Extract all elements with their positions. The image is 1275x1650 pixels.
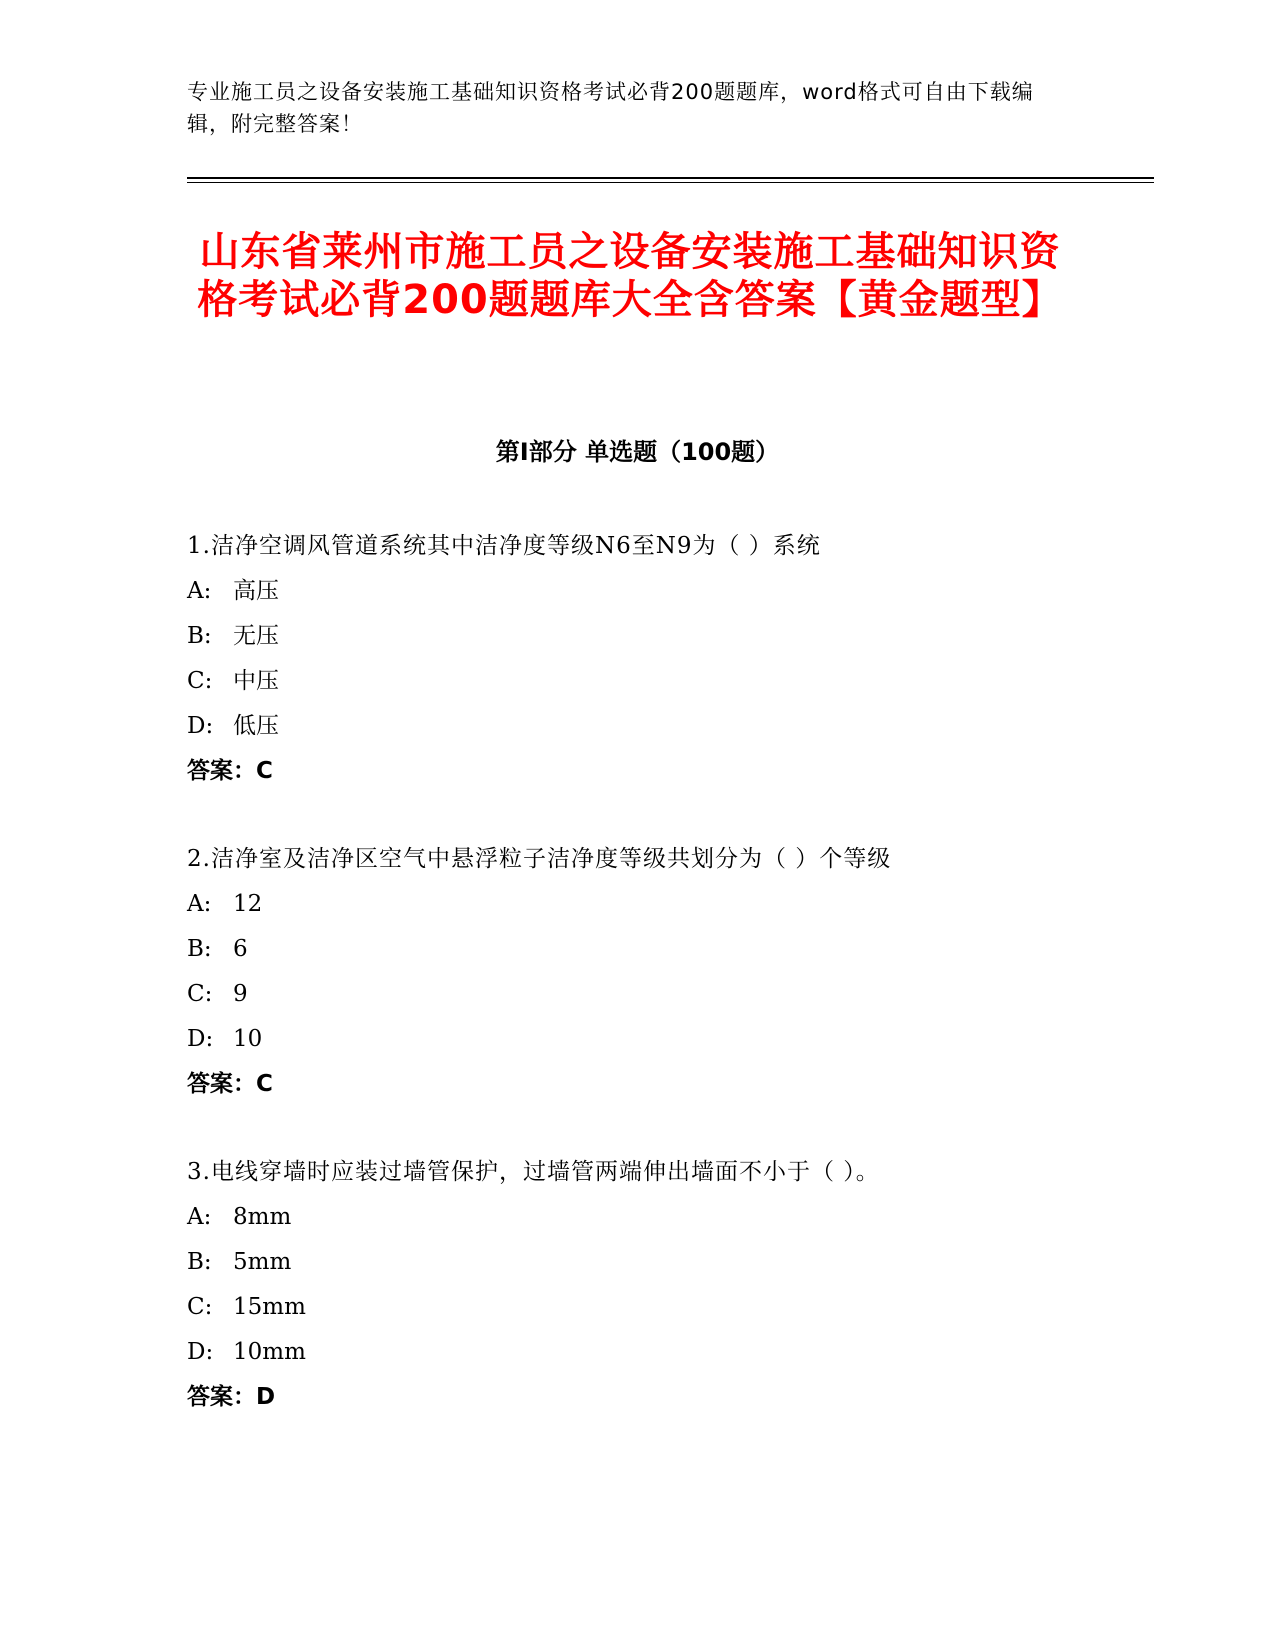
option-c (187, 1289, 1147, 1325)
option-letter: D: (187, 1026, 214, 1052)
question-item (187, 528, 1147, 789)
document-title: 山东省莱州市施工员之设备安装施工基础知识资格考试必背200题题库大全含答案【黄金题型】 (197, 229, 1063, 323)
option-text: 15mm (233, 1294, 306, 1320)
option-a (187, 573, 1147, 609)
option-letter: D: (187, 1339, 214, 1365)
option-d (187, 708, 1147, 744)
option-b (187, 931, 1147, 967)
option-letter: C: (187, 668, 213, 694)
question-item (187, 1154, 1147, 1415)
option-text: 中压 (233, 668, 279, 694)
header-note: 专业施工员之设备安装施工基础知识资格考试必背200题题库，word格式可自由下载编辑，附完整答案！ (187, 80, 1034, 136)
option-letter: A: (187, 578, 212, 604)
option-text: 5mm (233, 1249, 292, 1275)
option-c (187, 976, 1147, 1012)
option-text: 10mm (233, 1339, 306, 1365)
section-title: 第Ⅰ部分 单选题（100题） (495, 438, 780, 466)
option-letter: B: (187, 623, 212, 649)
option-a (187, 886, 1147, 922)
option-letter: A: (187, 1204, 212, 1230)
answer: 答案：C (187, 1071, 273, 1097)
option-text: 无压 (233, 623, 279, 649)
option-text: 12 (233, 891, 263, 917)
question-stem: 2.洁净室及洁净区空气中悬浮粒子洁净度等级共划分为（ ）个等级 (187, 846, 892, 872)
option-text: 6 (233, 936, 248, 962)
header-rule-thin (187, 182, 1154, 183)
header-rule-thick (187, 177, 1154, 179)
option-text: 9 (233, 981, 248, 1007)
option-d (187, 1021, 1147, 1057)
option-text: 高压 (233, 578, 279, 604)
option-letter: D: (187, 713, 214, 739)
answer: 答案：C (187, 758, 273, 784)
option-b (187, 1244, 1147, 1280)
answer: 答案：D (187, 1384, 276, 1410)
option-letter: B: (187, 936, 212, 962)
question-stem: 1.洁净空调风管道系统其中洁净度等级N6至N9为（ ）系统 (187, 533, 821, 559)
option-a (187, 1199, 1147, 1235)
option-text: 10 (233, 1026, 263, 1052)
option-letter: C: (187, 1294, 213, 1320)
option-letter: A: (187, 891, 212, 917)
option-d (187, 1334, 1147, 1370)
option-c (187, 663, 1147, 699)
option-b (187, 618, 1147, 654)
question-list (187, 528, 1147, 1467)
option-text: 低压 (233, 713, 279, 739)
option-letter: B: (187, 1249, 212, 1275)
question-stem: 3.电线穿墙时应装过墙管保护，过墙管两端伸出墙面不小于（ ）。 (187, 1159, 880, 1185)
option-letter: C: (187, 981, 213, 1007)
option-text: 8mm (233, 1204, 292, 1230)
question-item (187, 841, 1147, 1102)
